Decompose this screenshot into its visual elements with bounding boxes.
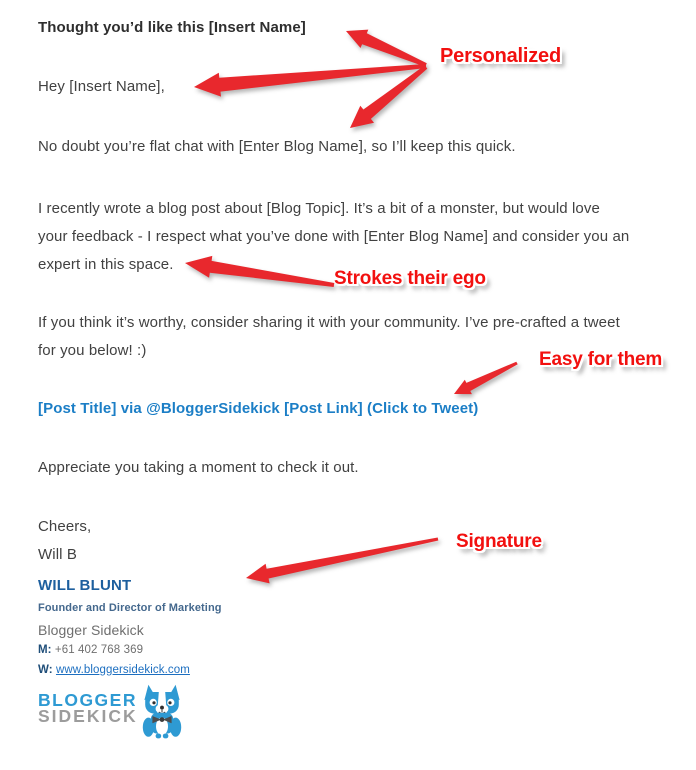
email-greeting: Hey [Insert Name], <box>38 78 165 95</box>
signature-company: Blogger Sidekick <box>38 622 144 638</box>
signature-mobile-row <box>38 644 143 656</box>
mobile-number: +61 402 768 369 <box>54 644 144 656</box>
email-paragraph-share-line2: for you below! :) <box>38 342 147 359</box>
red-arrow-icon <box>346 30 427 67</box>
red-arrow-icon <box>194 64 426 97</box>
callout-signature: Signature <box>456 531 542 552</box>
callout-easy-for-them: Easy for them <box>539 349 663 370</box>
callout-strokes-their-ego: Strokes their ego <box>334 268 486 289</box>
callout-personalized: Personalized <box>440 45 561 67</box>
red-arrow-icon <box>246 538 438 584</box>
logo-word-blogger: BLOGGER <box>38 690 137 710</box>
dog-mascot-icon <box>142 684 182 740</box>
email-paragraph-feedback-line1: I recently wrote a blog post about [Blog Topic]. It’s a bit of a monster, but would love <box>38 200 600 217</box>
logo-word-sidekick: SIDEKICK <box>38 706 138 726</box>
red-arrow-icon <box>185 256 334 287</box>
red-arrow-icon <box>454 362 518 394</box>
mobile-label: M: <box>38 644 52 656</box>
email-closing: Cheers, <box>38 518 92 535</box>
signature-name: WILL BLUNT <box>38 577 132 594</box>
signature-website-row <box>38 664 190 676</box>
red-arrow-icon <box>350 65 427 128</box>
logo-wordmark <box>38 692 138 724</box>
email-subject-line: Thought you’d like this [Insert Name] <box>38 19 306 36</box>
email-appreciate-line: Appreciate you taking a moment to check it out. <box>38 459 359 476</box>
email-paragraph-feedback-line3: expert in this space. <box>38 256 174 273</box>
email-closing-name: Will B <box>38 546 77 563</box>
email-intro-line: No doubt you’re flat chat with [Enter Blog Name], so I’ll keep this quick. <box>38 138 516 155</box>
click-to-tweet-link[interactable]: [Post Title] via @BloggerSidekick [Post Link] (Click to Tweet) <box>38 400 479 417</box>
website-link[interactable]: www.bloggersidekick.com <box>55 664 190 676</box>
blogger-sidekick-logo <box>38 692 182 740</box>
email-paragraph-feedback-line2: your feedback - I respect what you’ve done with [Enter Blog Name] and consider you an <box>38 228 630 245</box>
signature-title: Founder and Director of Marketing <box>38 602 222 614</box>
email-paragraph-share-line1: If you think it’s worthy, consider sharing it with your community. I’ve pre-crafted a tweet <box>38 314 620 331</box>
website-label: W: <box>38 664 53 676</box>
